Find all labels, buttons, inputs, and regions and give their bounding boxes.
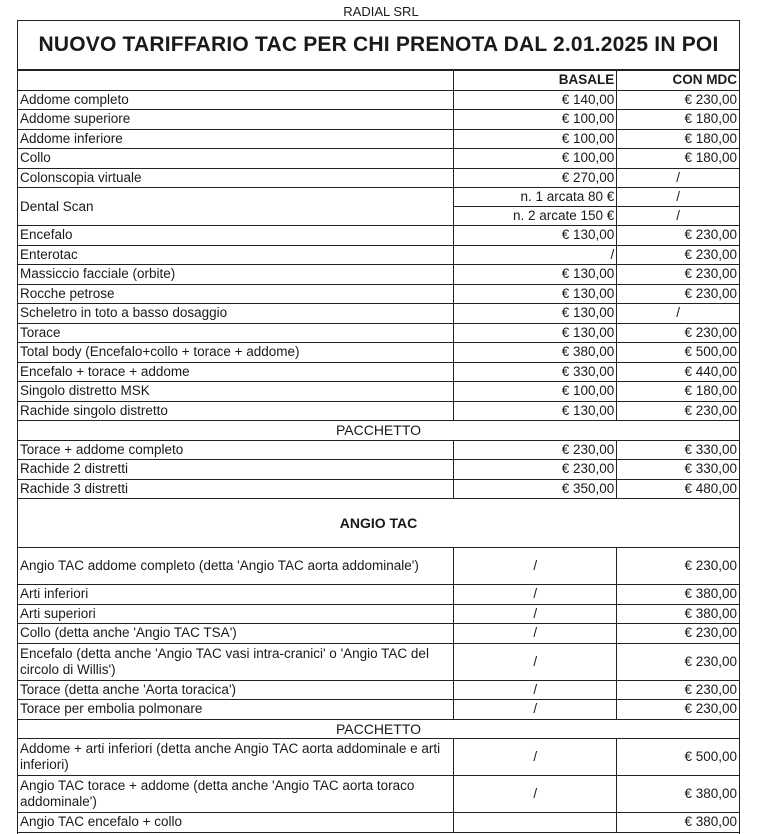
price-basale: € 130,00 (454, 401, 617, 421)
exam-name: Addome superiore (18, 110, 454, 130)
price-con-mdc: € 440,00 (617, 362, 739, 382)
table-row (18, 585, 739, 605)
price-basale: / (454, 643, 617, 680)
exam-name: Torace + addome completo (18, 440, 454, 460)
exam-name: Angio TAC torace + addome (detta anche 'Angio TAC aorta toraco addominale') (18, 776, 454, 813)
price-basale: € 130,00 (454, 226, 617, 246)
table-row (18, 245, 739, 265)
exam-name: Angio TAC encefalo + collo (18, 813, 454, 833)
exam-name: Enterotac (18, 245, 454, 265)
price-basale: € 100,00 (454, 382, 617, 402)
table-row (18, 813, 739, 833)
header-empty-cell (18, 71, 454, 91)
table-row (18, 548, 739, 585)
price-basale: € 230,00 (454, 460, 617, 480)
price-con-mdc: € 180,00 (617, 382, 739, 402)
price-con-mdc: € 230,00 (617, 401, 739, 421)
price-basale: € 140,00 (454, 90, 617, 110)
price-basale: / (454, 585, 617, 605)
exam-name: Rocche petrose (18, 284, 454, 304)
price-basale: / (454, 680, 617, 700)
exam-name: Rachide 2 distretti (18, 460, 454, 480)
price-con-mdc: € 500,00 (617, 739, 739, 776)
price-con-mdc: € 180,00 (617, 129, 739, 149)
exam-name: Angio TAC addome completo (detta 'Angio TAC aorta addominale') (18, 548, 454, 585)
price-con-mdc: € 380,00 (617, 585, 739, 605)
price-con-mdc: € 230,00 (617, 700, 739, 720)
price-basale: € 130,00 (454, 323, 617, 343)
table-row (18, 604, 739, 624)
header-basale: BASALE (454, 71, 617, 91)
company-name: RADIAL SRL (343, 4, 419, 19)
table-row (18, 265, 739, 285)
price-basale: / (454, 624, 617, 644)
section-pacchetto-label: PACCHETTO (18, 421, 739, 441)
price-con-mdc: / (617, 304, 739, 324)
exam-name: Encefalo (18, 226, 454, 246)
table-row (18, 168, 739, 188)
section-angio-tac-label: ANGIO TAC (18, 499, 739, 548)
table-row (18, 304, 739, 324)
exam-name: Collo (18, 149, 454, 169)
price-con-mdc: € 330,00 (617, 460, 739, 480)
exam-name: Torace (18, 323, 454, 343)
price-con-mdc: € 500,00 (617, 343, 739, 363)
price-basale: / (454, 776, 617, 813)
section-pacchetto (18, 421, 739, 441)
price-basale: / (454, 245, 617, 265)
table-row (18, 739, 739, 776)
table-row (18, 129, 739, 149)
price-con-mdc: € 230,00 (617, 284, 739, 304)
table-row (18, 343, 739, 363)
price-con-mdc: € 230,00 (617, 90, 739, 110)
exam-name: Dental Scan (18, 188, 454, 226)
price-basale: € 380,00 (454, 343, 617, 363)
table-row (18, 284, 739, 304)
section-angio-tac (18, 499, 739, 548)
exam-name: Addome + arti inferiori (detta anche Angio TAC aorta addominale e arti inferiori) (18, 739, 454, 776)
table-header-row (18, 71, 739, 91)
price-list-sheet (17, 20, 740, 834)
price-con-mdc: / (617, 207, 739, 226)
price-basale: / (454, 604, 617, 624)
price-basale: n. 2 arcate 150 € (454, 207, 617, 226)
price-basale: € 330,00 (454, 362, 617, 382)
price-basale: € 230,00 (454, 440, 617, 460)
table-row (18, 700, 739, 720)
price-con-mdc: € 230,00 (617, 323, 739, 343)
price-con-mdc: € 230,00 (617, 680, 739, 700)
table-row (18, 382, 739, 402)
price-con-mdc: € 230,00 (617, 226, 739, 246)
price-con-mdc: € 230,00 (617, 548, 739, 585)
price-con-mdc: € 380,00 (617, 776, 739, 813)
price-basale: / (454, 700, 617, 720)
price-con-mdc: € 480,00 (617, 479, 739, 499)
table-row (18, 323, 739, 343)
price-basale: € 130,00 (454, 265, 617, 285)
table-row (18, 643, 739, 680)
table-row (18, 460, 739, 480)
exam-name: Torace (detta anche 'Aorta toracica') (18, 680, 454, 700)
exam-name: Massiccio facciale (orbite) (18, 265, 454, 285)
table-row (18, 776, 739, 813)
price-basale (454, 813, 617, 833)
exam-name: Rachide singolo distretto (18, 401, 454, 421)
exam-name: Encefalo (detta anche 'Angio TAC vasi intra-cranici' o 'Angio TAC del circolo di Willis') (18, 643, 454, 680)
price-con-mdc: € 180,00 (617, 149, 739, 169)
exam-name: Arti inferiori (18, 585, 454, 605)
table-row (18, 401, 739, 421)
price-table (18, 70, 739, 833)
price-con-mdc: € 230,00 (617, 265, 739, 285)
exam-name: Scheletro in toto a basso dosaggio (18, 304, 454, 324)
exam-name: Rachide 3 distretti (18, 479, 454, 499)
price-basale: € 270,00 (454, 168, 617, 188)
price-basale: n. 1 arcata 80 € (454, 188, 617, 207)
price-basale: € 100,00 (454, 129, 617, 149)
table-row-dental-1 (18, 188, 739, 207)
table-row (18, 624, 739, 644)
table-row (18, 680, 739, 700)
price-con-mdc: / (617, 188, 739, 207)
section-pacchetto-angio (18, 719, 739, 739)
table-row (18, 440, 739, 460)
price-con-mdc: € 230,00 (617, 245, 739, 265)
page-title: NUOVO TARIFFARIO TAC PER CHI PRENOTA DAL 2.01.2025 IN POI (18, 21, 739, 70)
table-row (18, 90, 739, 110)
price-con-mdc: € 180,00 (617, 110, 739, 130)
price-con-mdc: € 380,00 (617, 604, 739, 624)
price-basale: € 100,00 (454, 110, 617, 130)
price-con-mdc: € 230,00 (617, 643, 739, 680)
exam-name: Addome completo (18, 90, 454, 110)
exam-name: Colonscopia virtuale (18, 168, 454, 188)
table-row (18, 226, 739, 246)
price-con-mdc: € 230,00 (617, 624, 739, 644)
table-row (18, 149, 739, 169)
exam-name: Torace per embolia polmonare (18, 700, 454, 720)
price-con-mdc: € 380,00 (617, 813, 739, 833)
price-basale: € 350,00 (454, 479, 617, 499)
price-basale: € 100,00 (454, 149, 617, 169)
exam-name: Collo (detta anche 'Angio TAC TSA') (18, 624, 454, 644)
price-basale: € 130,00 (454, 304, 617, 324)
price-con-mdc: € 330,00 (617, 440, 739, 460)
table-row (18, 110, 739, 130)
exam-name: Singolo distretto MSK (18, 382, 454, 402)
section-pacchetto-angio-label: PACCHETTO (18, 719, 739, 739)
price-basale: / (454, 739, 617, 776)
table-row (18, 479, 739, 499)
header-con-mdc: CON MDC (617, 71, 739, 91)
table-row (18, 362, 739, 382)
exam-name: Arti superiori (18, 604, 454, 624)
exam-name: Addome inferiore (18, 129, 454, 149)
exam-name: Total body (Encefalo+collo + torace + addome) (18, 343, 454, 363)
price-basale: € 130,00 (454, 284, 617, 304)
price-basale: / (454, 548, 617, 585)
price-con-mdc: / (617, 168, 739, 188)
exam-name: Encefalo + torace + addome (18, 362, 454, 382)
